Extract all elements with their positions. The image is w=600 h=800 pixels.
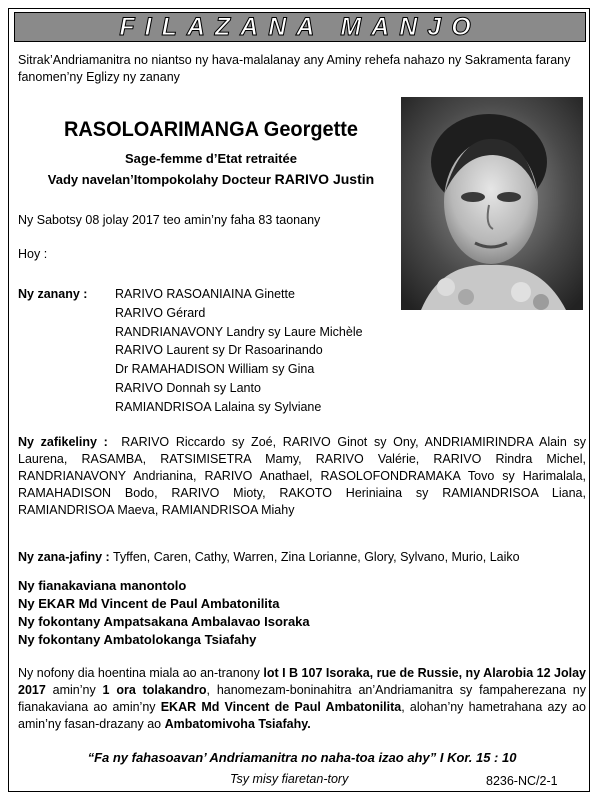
footer-note: Tsy misy fiaretan-tory (230, 772, 349, 786)
child-item: RARIVO RASOANIAINA Ginette (115, 287, 295, 301)
date-line: Ny Sabotsy 08 jolay 2017 teo amin’ny faha 83 taonany (18, 213, 321, 227)
funeral-church: EKAR Md Vincent de Paul Ambatonilita (160, 700, 402, 714)
child-item: RARIVO Donnah sy Lanto (115, 380, 261, 395)
great-grandchildren-text: Tyffen, Caren, Cathy, Warren, Zina Lorianne, Glory, Sylvano, Murio, Laiko (112, 550, 520, 564)
great-grandchildren-line (18, 549, 586, 566)
funeral-paragraph (18, 665, 586, 733)
spouse-name: RARIVO Justin (274, 171, 375, 187)
children-label: Ny zanany : (18, 287, 88, 301)
child-item: RAMIANDRISOA Lalaina sy Sylviane (115, 399, 322, 414)
deceased-name: RASOLOARIMANGA Georgette (63, 118, 359, 141)
funeral-text: amin’ny (45, 683, 103, 697)
other-item: Ny fokontany Ambatolokanga Tsiafahy (18, 632, 257, 647)
child-item: RANDRIANAVONY Landry sy Laure Michèle (115, 324, 363, 339)
funeral-text: , alohan’ny hametrahana azy ao amin’ny fasan-drazany ao (18, 700, 586, 731)
hoy-label: Hoy : (18, 247, 48, 261)
child-item: RARIVO Gérard (115, 305, 206, 320)
other-item: Ny fokontany Ampatsakana Ambalavao Isoraka (18, 614, 310, 629)
funeral-text: Ny nofony dia hoentina miala ao an-tranony (18, 666, 264, 680)
funeral-text: , hanomezam-boninahitra an’Andriamanitra sy fampaherezana ny fianakaviana ao amin’ny (18, 683, 586, 714)
spouse-prefix: Vady navelan’Itompokolahy Docteur (47, 172, 275, 187)
reference-code: 8236-NC/2-1 (486, 774, 558, 788)
children-list (115, 286, 363, 416)
notice-title: FILAZANA MANJO (119, 13, 481, 41)
grandchildren-text: RARIVO Riccardo sy Zoé, RARIVO Ginot sy Ony, ANDRIAMIRINDRA Alain sy Laurena, RASAMBA, RATSIMISETRA Mamy, RARIVO Valérie, RARIVO Rindra Michel, RANDRIANAVONY Andrianina, RARIVO Anathael, RASOLOFONDRAMAKA Tovo sy Harimalala, RAMAHADISON Bodo, RARIVO Mioty, RAKOTO Heriniaina sy RAMIANDRISOA Liana, RAMIANDRISOA Maeva, RAMIANDRISOA Miahy (18, 435, 586, 517)
others-list (18, 577, 310, 649)
great-grandchildren-label: Ny zana-jafiny : (18, 550, 110, 564)
grandchildren-paragraph (18, 434, 586, 519)
funeral-burial-place: Ambatomivoha Tsiafahy. (164, 717, 311, 731)
child-item: RARIVO Laurent sy Dr Rasoarinando (115, 343, 323, 358)
spouse-line (26, 171, 396, 187)
funeral-time: 1 ora tolakandro (102, 683, 207, 697)
grandchildren-label: Ny zafikeliny : (18, 435, 108, 449)
notice-header (14, 12, 586, 42)
other-item: Ny fianakaviana manontolo (18, 578, 187, 593)
intro-text: Sitrak’Andriamanitra no niantso ny hava-malalanay any Aminy rehefa nahazo ny Sakramenta farany fanomen’ny Eglizy ny zanany (18, 53, 571, 84)
child-item: Dr RAMAHADISON William sy Gina (115, 362, 315, 377)
deceased-title: Sage-femme d’Etat retraitée (125, 151, 297, 166)
bible-quote: “Fa ny fahasoavan’ Andriamanitra no naha-toa izao ahy” I Kor. 15 : 10 (87, 750, 517, 765)
other-item: Ny EKAR Md Vincent de Paul Ambatonilita (18, 596, 280, 611)
portrait-photo (401, 97, 583, 310)
funeral-address: lot I B 107 Isoraka, rue de Russie, ny Alarobia 12 Jolay 2017 (18, 666, 586, 697)
